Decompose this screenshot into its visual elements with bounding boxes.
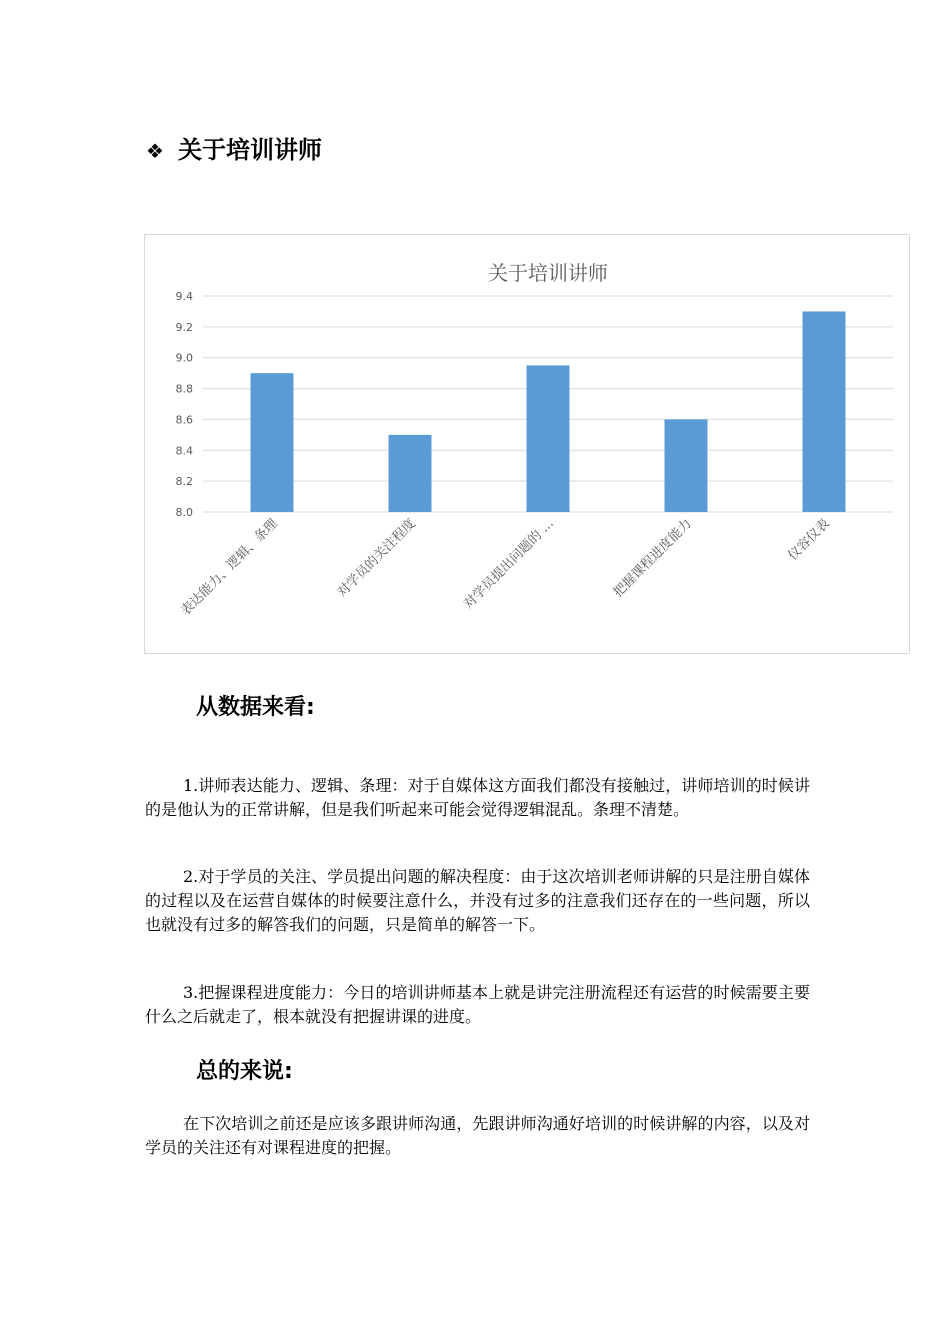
x-tick-label: 对学员的关注程度 xyxy=(334,516,419,601)
y-tick-label: 9.0 xyxy=(175,351,193,365)
section-heading xyxy=(146,133,322,168)
bar xyxy=(251,373,294,512)
x-tick-label: 仪容仪表 xyxy=(785,516,833,564)
analysis-heading: 从数据来看: xyxy=(196,695,315,720)
bar xyxy=(527,365,570,512)
y-tick-label: 8.2 xyxy=(175,475,193,489)
bar xyxy=(803,311,846,512)
bar xyxy=(389,435,432,512)
analysis-paragraph-2: 2.对于学员的关注、学员提出问题的解决程度：由于这次培训老师讲解的只是注册自媒体的过程以及在运营自媒体的时候要注意什么，并没有过多的注意我们还存在的一些问题，所以也就没有过多的解答我们的问题，只是简单的解答一下。 xyxy=(145,867,810,934)
chart-canvas xyxy=(145,235,911,655)
x-tick-label: 把握课程进度能力 xyxy=(610,516,695,601)
bar xyxy=(665,419,708,512)
analysis-paragraph-3: 3.把握课程进度能力：今日的培训讲师基本上就是讲完注册流程还有运营的时候需要主要什么之后就走了，根本就没有把握讲课的进度。 xyxy=(145,983,810,1026)
section-title: 关于培训讲师 xyxy=(178,136,322,164)
x-tick-label: 对学员提出问题的 ... xyxy=(460,516,557,613)
analysis-paragraph-1: 1.讲师表达能力、逻辑、条理：对于自媒体这方面我们都没有接触过，讲师培训的时候讲的是他认为的正常讲解，但是我们听起来可能会觉得逻辑混乱。条理不清楚。 xyxy=(145,776,810,819)
chart-title: 关于培训讲师 xyxy=(488,261,608,285)
summary-heading: 总的来说: xyxy=(196,1059,293,1084)
y-tick-label: 9.4 xyxy=(175,290,193,303)
y-tick-label: 9.2 xyxy=(175,320,193,334)
y-tick-label: 8.0 xyxy=(175,506,193,519)
y-tick-label: 8.8 xyxy=(175,382,193,396)
summary-paragraph: 在下次培训之前还是应该多跟讲师沟通，先跟讲师沟通好培训的时候讲解的内容，以及对学员的关注还有对课程进度的把握。 xyxy=(145,1114,810,1157)
y-tick-label: 8.6 xyxy=(175,413,193,427)
x-tick-label: 表达能力、逻辑、条理 xyxy=(178,516,281,619)
y-tick-label: 8.4 xyxy=(175,444,193,458)
diamond-bullet-icon: ❖ xyxy=(146,139,164,163)
bar-chart xyxy=(144,234,910,654)
